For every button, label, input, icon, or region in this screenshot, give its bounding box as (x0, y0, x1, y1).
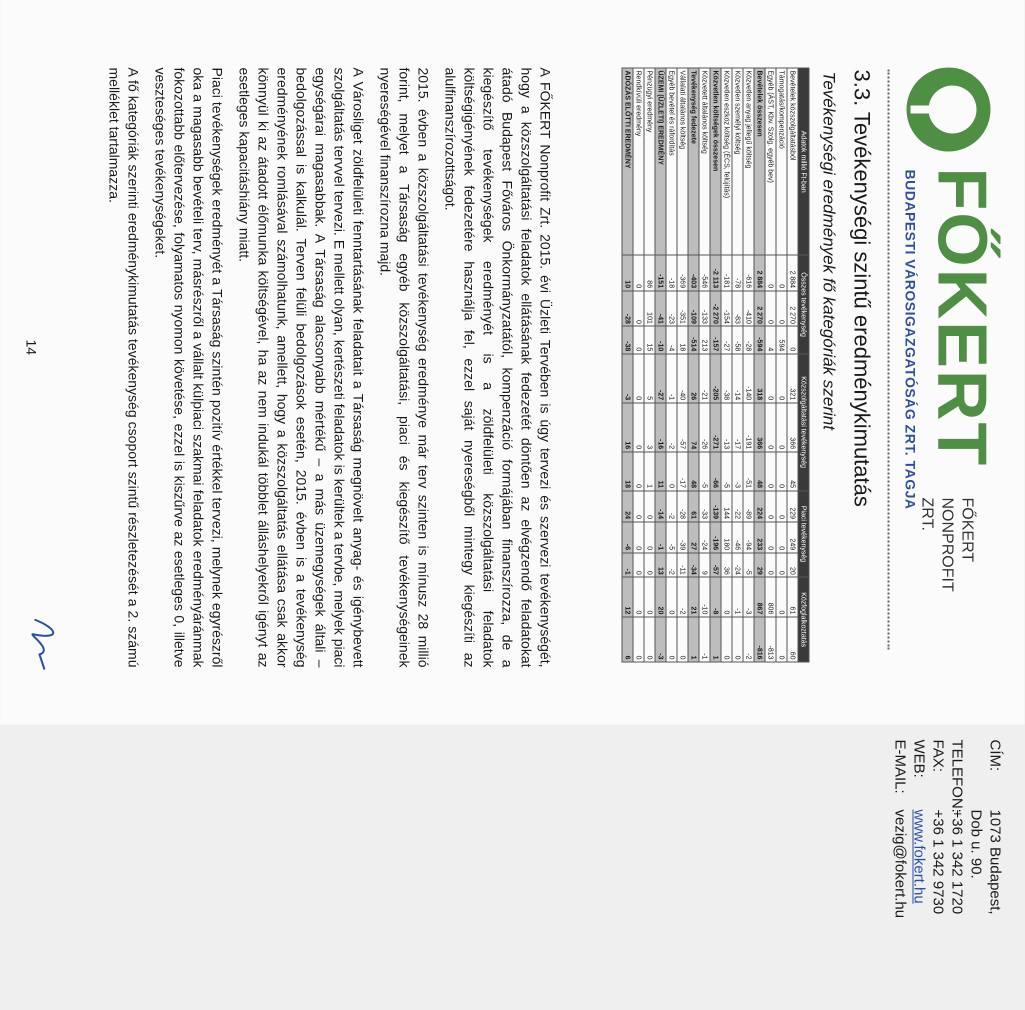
cell-value: -3 (655, 617, 666, 662)
cell-value: 0 (787, 326, 798, 353)
paragraph: A fő kategóriák szerinti eredménykimutatás tevékenység csoport szintű részletezését a 2. számú melléklet tartalmazza. (106, 67, 142, 668)
brand-side-line-2: NONPROFIT ZRT. (918, 497, 956, 592)
cell-value: -1 (666, 354, 677, 403)
cell-value: -17 (677, 452, 688, 491)
table-subtitle: Tevékenységi eredmények fő kategóriák szerint (819, 71, 839, 430)
cell-value: 0 (633, 354, 644, 403)
cell-value: 60 (787, 617, 798, 662)
cell-value: 0 (633, 255, 644, 290)
cell-value: 18 (677, 326, 688, 353)
cell-value: 3 (644, 403, 655, 452)
cell-value: 61 (787, 577, 798, 617)
cell-value: 1 (688, 617, 699, 662)
table-row (666, 68, 677, 662)
cell-value: 0 (633, 326, 644, 353)
column-header: Összes tevékenység (798, 255, 809, 353)
cell-value: -196 (710, 522, 721, 553)
cell-value: 321 (787, 354, 798, 403)
cell-value: 0 (633, 403, 644, 452)
table-row (688, 68, 699, 662)
cell-value: 0 (765, 403, 776, 452)
cell-value: 0 (633, 491, 644, 522)
row-label: Vállalati általános költség (677, 68, 688, 255)
cell-value: 0 (765, 354, 776, 403)
cell-value: -51 (743, 452, 754, 491)
cell-value: -17 (732, 403, 743, 452)
contact-value: Dob u. 90. (967, 809, 985, 879)
cell-value: 0 (765, 255, 776, 290)
cell-value: 0 (776, 452, 787, 491)
cell-value: -5 (743, 553, 754, 578)
contact-row (967, 740, 986, 1010)
cell-value: -8 (710, 577, 721, 617)
cell-value: -5 (721, 452, 732, 491)
cell-value: -2 (666, 403, 677, 452)
results-table (622, 68, 810, 663)
cell-value: -191 (743, 403, 754, 452)
cell-value: -40 (677, 354, 688, 403)
paragraph: Piaci tevékenységek eredményét a Társaság szintén pozitív értékkel tervezi, melynek egyrészről oka a magasabb bevételi terv, másrészről a vállalt külpiaci szakmai feladatok eredményáránmak fokozottabb előtervezése, folyamatos nyomon követése, ezzel is kiszűrve az esetleges 0, illetve veszteséges tevékenységeket. (152, 67, 226, 668)
cell-value: -2 (677, 577, 688, 617)
cell-value: 24 (622, 491, 633, 522)
cell-value: 6 (622, 617, 633, 662)
cell-value: 20 (787, 553, 798, 578)
cell-value: -21 (699, 354, 710, 403)
row-label: Bevételek közszolgáltatásból (787, 68, 798, 255)
cell-value: -14 (655, 491, 666, 522)
contact-label: E-MAIL: (891, 739, 909, 794)
cell-value: 0 (765, 553, 776, 578)
brand-subtitle: BUDAPESTI VÁROSIGAZGATÓSÁG ZRT. TAGJA (902, 169, 919, 510)
cell-value: -46 (732, 522, 743, 553)
page-number: 14 (23, 339, 40, 356)
row-label: Rendkívüli eredmény (633, 68, 644, 255)
cell-value: -66 (710, 452, 721, 491)
row-label: Pénzügyi eredmény (644, 68, 655, 255)
cell-value: -6 (622, 522, 633, 553)
cell-value: 36 (721, 553, 732, 578)
contact-row (910, 740, 929, 1010)
row-label: Egyéb (ÁST, Kbv. Szolg. egyéb bev) (765, 68, 776, 255)
cell-value: 229 (787, 491, 798, 522)
cell-value: 0 (644, 617, 655, 662)
table-row (699, 68, 710, 662)
cell-value: 0 (644, 553, 655, 578)
cell-value: 48 (688, 452, 699, 491)
cell-value: -57 (710, 553, 721, 578)
cell-value: -369 (677, 255, 688, 290)
cell-value: 0 (633, 553, 644, 578)
row-label: Közvetlen költségek összesen (710, 68, 721, 255)
cell-value: 0 (732, 617, 743, 662)
brand-side-line-1: FŐKERT (958, 497, 976, 563)
cell-value: 144 (721, 491, 732, 522)
cell-value: 0 (765, 452, 776, 491)
cell-value: -410 (743, 291, 754, 327)
cell-value: -24 (699, 522, 710, 553)
contact-label: FAX: (929, 739, 947, 773)
cell-value: -2 (743, 617, 754, 662)
cell-value: -16 (655, 403, 666, 452)
cell-value: 0 (721, 617, 732, 662)
cell-value: -23 (666, 291, 677, 327)
cell-value: -181 (721, 255, 732, 290)
cell-value: 29 (754, 553, 765, 578)
cell-value: -28 (622, 291, 633, 327)
contact-label: CÍM: (986, 739, 1004, 772)
brand-name: FŐKERT (923, 167, 1002, 468)
cell-value: -83 (732, 291, 743, 327)
row-label: Közvetlen személyi költség (732, 68, 743, 255)
cell-value: -616 (743, 255, 754, 290)
cell-value: -18 (666, 255, 677, 290)
cell-value: -816 (754, 617, 765, 662)
signature-stamp (15, 600, 65, 700)
cell-value: 0 (633, 522, 644, 553)
cell-value: 180 (721, 522, 732, 553)
column-header: Közfoglalkoztatás (798, 577, 809, 662)
cell-value: 61 (688, 491, 699, 522)
table-row (776, 68, 787, 662)
cell-value: 249 (787, 522, 798, 553)
body-text (97, 68, 555, 668)
cell-value: -1 (655, 522, 666, 553)
brand-side (917, 498, 977, 628)
cell-value: -133 (699, 291, 710, 327)
contact-value: +36 1 342 1720 (948, 809, 966, 915)
contact-value: 1073 Budapest, (986, 809, 1004, 915)
cell-value: -24 (732, 553, 743, 578)
cell-value: 594 (776, 326, 787, 353)
cell-value: -813 (765, 617, 776, 662)
cell-value: -89 (743, 491, 754, 522)
cell-value: -38 (622, 326, 633, 353)
table-row (710, 68, 721, 662)
cell-value: 0 (776, 291, 787, 327)
cell-value: 9 (699, 553, 710, 578)
cell-value: -205 (710, 354, 721, 403)
cell-value: 48 (754, 452, 765, 491)
tree-emblem-icon (907, 68, 991, 152)
cell-value: -271 (710, 403, 721, 452)
contact-label: WEB: (910, 739, 928, 778)
cell-value: 0 (666, 617, 677, 662)
cell-value: -94 (743, 522, 754, 553)
cell-value: -157 (710, 326, 721, 353)
cell-value: -27 (655, 354, 666, 403)
paragraph: A FŐKERT Nonprofit Zrt. 2015. évi Üzleti Tervében is úgy tervezi és szervezi tevékenységét, hogy a közszolgáltatási feladatok ellátásának fedezetét döntően az elvégzendő feladatokat átadó Budapest Főváros Önkormányzatától, kompenzáció formájában finanszírozza, de a kiegészítő tevékenységek eredményét is a zöldfelületi közszolgáltatási feladatok költségigényének fedezetére használja fel, ezzel saját nyereségből mintegy kiegészíti az alulfinanszírozottságot. (442, 67, 554, 668)
cell-value: -27 (721, 326, 732, 353)
column-header: Adatok millió Ft-ban (798, 68, 809, 255)
table-row (655, 68, 666, 662)
table-row (644, 68, 655, 662)
cell-value: 806 (765, 577, 776, 617)
cell-value: 2 270 (754, 291, 765, 327)
table-row (743, 68, 754, 662)
cell-value: -57 (677, 403, 688, 452)
cell-value: -3 (743, 577, 754, 617)
cell-value: -514 (688, 326, 699, 353)
cell-value: 0 (776, 577, 787, 617)
column-header: Piaci tevékenység (798, 491, 809, 578)
cell-value: -34 (688, 553, 699, 578)
cell-value: 5 (644, 354, 655, 403)
cell-value: -28 (743, 326, 754, 353)
table-row (622, 68, 633, 662)
cell-value: -38 (721, 354, 732, 403)
cell-value: 0 (633, 617, 644, 662)
cell-value: 11 (655, 452, 666, 491)
cell-value: 318 (754, 354, 765, 403)
cell-value: -140 (743, 354, 754, 403)
cell-value: 0 (666, 577, 677, 617)
table-row (677, 68, 688, 662)
cell-value: 366 (754, 403, 765, 452)
cell-value: 2 884 (787, 255, 798, 290)
cell-value: 0 (633, 452, 644, 491)
table-row (721, 68, 732, 662)
cell-value: 0 (776, 403, 787, 452)
cell-value: 21 (688, 577, 699, 617)
cell-value: 12 (622, 577, 633, 617)
cell-value: 101 (644, 291, 655, 327)
cell-value: 0 (765, 522, 776, 553)
cell-value: 233 (754, 522, 765, 553)
cell-value: 0 (776, 522, 787, 553)
paragraph: A Városliget zöldfelületi fenntartásának feladatait a Társaság megnövelt anyag- és igénybevett szolgáltatás tervvel tervezi. E mellett olyan, kertészeti feladatok is kerültek a tervbe, melyek piaci egységárai magasabbak. A Társaság alacsonyabb mértékű – a más üzemegységek általi – bedolgozással is kalkulál. Terven felüli bedolgozások esetén, 2015. évben is a tevékenység eredményének romlásával számolhatunk, amellett, hogy a közszolgáltatás ellátása csak akkor könnyül ki az átadott élőmunka költségével, ha az nem indukál többlet álláshelyekről igényt az esetleges kapacitáshiány miatt. (236, 67, 367, 668)
cell-value: 2 884 (754, 255, 765, 290)
cell-value: -3 (622, 354, 633, 403)
cell-value: 15 (644, 326, 655, 353)
cell-value: -154 (721, 291, 732, 327)
cell-value: 13 (655, 553, 666, 578)
cell-value: 0 (644, 522, 655, 553)
cell-value: 0 (776, 491, 787, 522)
cell-value: -351 (677, 291, 688, 327)
cell-value: 0 (633, 577, 644, 617)
table-row (732, 68, 743, 662)
cell-value: 0 (644, 577, 655, 617)
paragraph: 2015. évben a közszolgáltatási tevékenység eredménye már terv szinten is mínusz 28 millió forint, melyet a Társaság egyéb közszolgáltatási, piaci és kiegészítő tevékenységeinek nyereségével finanszírozna majd. (377, 67, 432, 668)
cell-value: 1 (644, 452, 655, 491)
cell-value: 213 (699, 326, 710, 353)
cell-value: 0 (633, 291, 644, 327)
header-divider (888, 70, 890, 650)
row-label: Közvetett általános költség (699, 68, 710, 255)
web-link[interactable]: www.fokert.hu (910, 809, 928, 904)
cell-value: -403 (688, 255, 699, 290)
cell-value: -41 (655, 291, 666, 327)
cell-value: -2 113 (710, 255, 721, 290)
row-label: ADÓZÁS ELŐTTI EREDMÉNY (622, 68, 633, 255)
cell-value: -2 (666, 553, 677, 578)
document-page (1, 0, 1025, 919)
cell-value: -10 (699, 577, 710, 617)
contact-label: TELEFON: (948, 739, 966, 813)
cell-value: 10 (622, 255, 633, 290)
row-label: Közvetlen anyag jellegű költség (743, 68, 754, 255)
row-label: Bevételek összesen (754, 68, 765, 255)
cell-value: 26 (688, 354, 699, 403)
contact-row (929, 740, 948, 1010)
row-label: Egyéb bevétel és ráfordítás (666, 68, 677, 255)
cell-value: -11 (677, 553, 688, 578)
cell-value: -546 (699, 255, 710, 290)
section-title: 3.3. Tevékenységi szintű eredménykimutatás (849, 69, 875, 507)
cell-value: 27 (688, 522, 699, 553)
cell-value: -1 (699, 617, 710, 662)
contact-row (891, 740, 910, 1010)
email-value[interactable]: vezig@fokert.hu (891, 809, 909, 919)
cell-value: 16 (622, 403, 633, 452)
cell-value: 74 (688, 403, 699, 452)
table-row (633, 68, 644, 662)
column-header: Közszolgáltatási tevékenység (798, 354, 809, 491)
cell-value: -5 (666, 522, 677, 553)
cell-value: -151 (655, 255, 666, 290)
contact-label (967, 740, 986, 810)
table-row (754, 68, 765, 662)
cell-value: 2 270 (787, 291, 798, 327)
cell-value: -5 (699, 452, 710, 491)
cell-value: 0 (666, 452, 677, 491)
cell-value: -78 (732, 255, 743, 290)
cell-value: 0 (721, 577, 732, 617)
cell-value: 0 (776, 354, 787, 403)
cell-value: 0 (776, 255, 787, 290)
cell-value: 86 (644, 255, 655, 290)
cell-value: -26 (699, 403, 710, 452)
cell-value: 20 (655, 577, 666, 617)
cell-value: -4 (666, 326, 677, 353)
cell-value: -14 (732, 354, 743, 403)
cell-value: -2 270 (710, 291, 721, 327)
cell-value: -58 (732, 326, 743, 353)
company-logo (891, 68, 1011, 628)
cell-value: 366 (787, 403, 798, 452)
row-label: Tevékenység fedezete (688, 68, 699, 255)
table-header-row (798, 68, 809, 662)
table-row (787, 68, 798, 662)
cell-value: 0 (776, 617, 787, 662)
contact-row (948, 740, 967, 1010)
cell-value: -13 (721, 403, 732, 452)
cell-value: -139 (710, 491, 721, 522)
cell-value: 0 (765, 491, 776, 522)
contact-row (986, 740, 1005, 1010)
cell-value: -10 (655, 326, 666, 353)
cell-value: -1 (622, 553, 633, 578)
cell-value: -3 (732, 452, 743, 491)
row-label: Közvetlen eszköz költség (ÉCS, felújítás) (721, 68, 732, 255)
cell-value: -2 (666, 491, 677, 522)
cell-value: -109 (688, 291, 699, 327)
cell-value: 18 (622, 452, 633, 491)
contact-value: +36 1 342 9730 (929, 809, 947, 915)
cell-value: -594 (754, 326, 765, 353)
cell-value: 1 (710, 617, 721, 662)
cell-value: 867 (754, 577, 765, 617)
cell-value: -39 (677, 522, 688, 553)
table-row (765, 68, 776, 662)
row-label: ÜZEMI (ÜZLETI) EREDMÉNY (655, 68, 666, 255)
cell-value: -28 (677, 491, 688, 522)
cell-value: 224 (754, 491, 765, 522)
cell-value: 0 (776, 553, 787, 578)
row-label: Támogatás/kompenzáció (776, 68, 787, 255)
cell-value: -33 (699, 491, 710, 522)
cell-value: -1 (732, 577, 743, 617)
cell-value: 0 (677, 617, 688, 662)
cell-value: 4 (765, 326, 776, 353)
cell-value: 0 (644, 491, 655, 522)
cell-value: 45 (787, 452, 798, 491)
contact-block (891, 740, 1005, 1010)
cell-value: 0 (765, 291, 776, 327)
cell-value: -22 (732, 491, 743, 522)
